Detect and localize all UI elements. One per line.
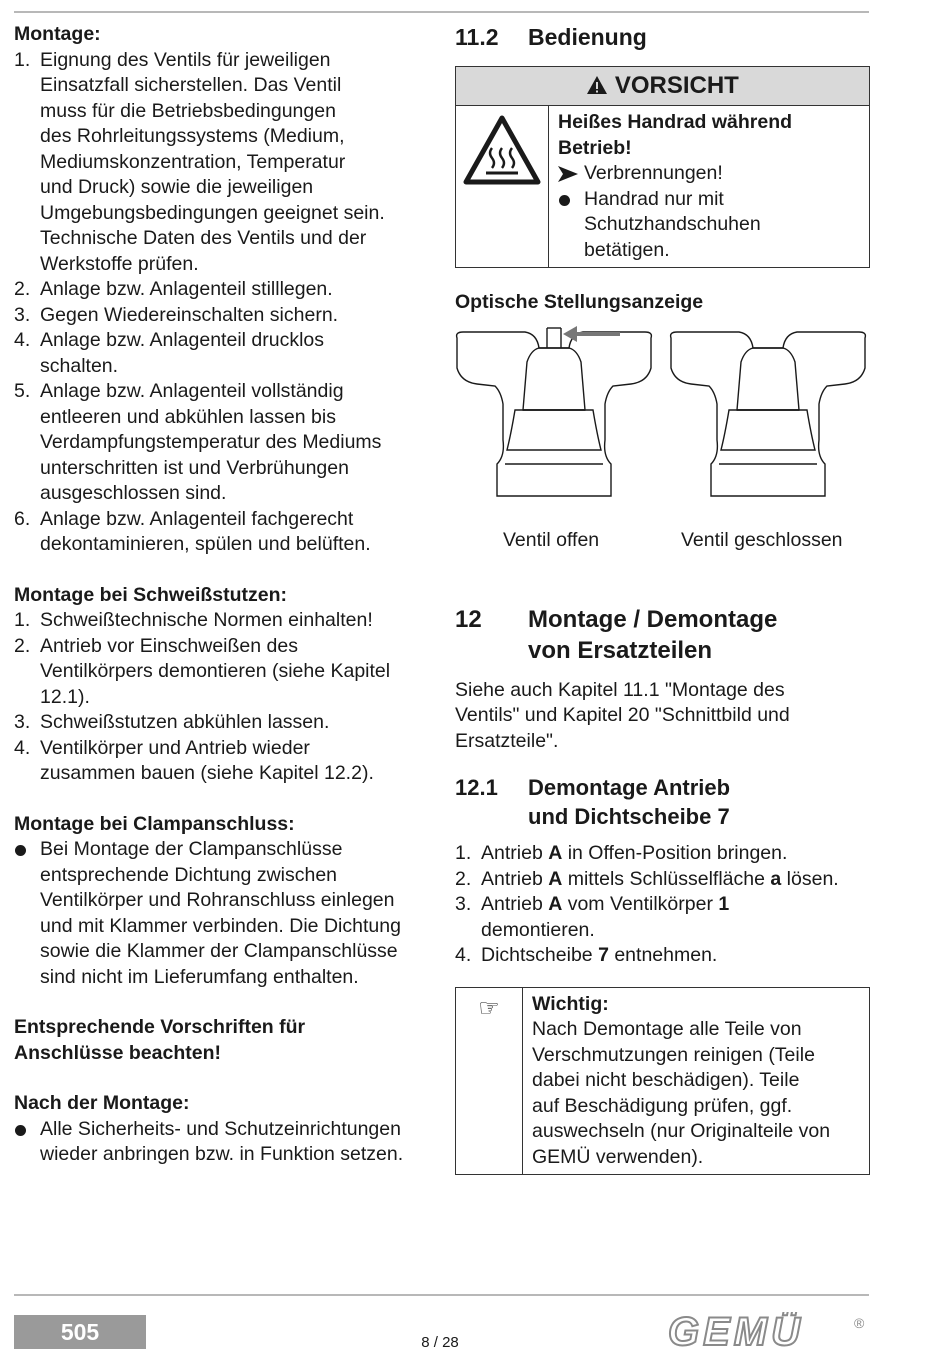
step-ref: 7 (598, 944, 609, 966)
action-line: Schutzhandschuhen (584, 213, 761, 235)
section-title: Montage / Demontage (528, 605, 778, 633)
warning-action (558, 187, 869, 268)
warning-body (456, 106, 869, 267)
text-line: Verschmutzungen reinigen (Teile (532, 1043, 815, 1066)
action-line: betätigen. (584, 238, 670, 261)
warning-title: Betrieb! (558, 136, 632, 159)
item-number: 3. (14, 711, 31, 733)
step-text: Dichtscheibe (481, 944, 599, 966)
item-line: Schweißtechnische Normen einhalten! (40, 609, 373, 631)
vorschriften-line: Entsprechende Vorschriften für (14, 1016, 306, 1038)
valve-closed-drawing (671, 332, 866, 496)
text-line: sind nicht im Lieferumfang enthalten. (40, 965, 359, 988)
consequence-text: Verbrennungen! (584, 162, 723, 184)
step-text: demontieren. (481, 918, 595, 941)
step-number: 4. (455, 944, 472, 966)
gemu-logo-icon (668, 1312, 868, 1350)
step-ref: A (548, 867, 563, 890)
vorschriften-text (14, 1015, 439, 1066)
text-line: Ventils" und Kapitel 20 "Schnittbild und (455, 704, 790, 726)
pointing-hand-icon: ☞ (456, 988, 523, 1175)
bullet-icon (559, 195, 570, 206)
demontage-steps (455, 841, 870, 969)
section-title: Demontage Antrieb (528, 775, 731, 800)
step-ref: A (548, 842, 563, 864)
schweiss-heading: Montage bei Schweißstutzen: (14, 583, 288, 606)
text-line: dabei nicht beschädigen). Teile (532, 1069, 800, 1091)
step-ref: a (770, 867, 782, 890)
important-note (455, 987, 870, 1176)
text-line: wieder anbringen bzw. in Funktion setzen. (40, 1143, 404, 1165)
item-line: Anlage bzw. Anlagenteil drucklos (40, 329, 325, 351)
list-item (14, 48, 439, 278)
nach-heading: Nach der Montage: (14, 1092, 190, 1114)
valve-open-drawing (457, 328, 652, 496)
valve-diagram (455, 322, 870, 537)
item-number: 6. (14, 507, 31, 530)
section-11-2-heading (455, 22, 870, 52)
right-column (455, 22, 870, 1175)
text-line: Siehe auch Kapitel 11.1 "Montage des (455, 678, 785, 701)
list-item (14, 379, 439, 507)
list-item (14, 303, 439, 329)
item-line: Eignung des Ventils für jeweiligen (40, 48, 331, 71)
schweiss-list (14, 608, 439, 787)
item-number: 1. (14, 48, 31, 71)
text-line: Bei Montage der Clampanschlüsse (40, 838, 343, 860)
item-line: Anlage bzw. Anlagenteil stilllegen. (40, 278, 333, 300)
step-text: Antrieb (481, 867, 549, 890)
clamp-bullet (14, 837, 439, 990)
clamp-list (14, 837, 439, 990)
section-title: Bedienung (528, 24, 647, 50)
item-number: 2. (14, 634, 31, 657)
warning-box (455, 66, 870, 268)
warning-consequence (558, 161, 869, 187)
section-12-heading (455, 604, 870, 666)
step-item (455, 841, 870, 867)
list-item (14, 710, 439, 736)
clamp-heading: Montage bei Clampanschluss: (14, 812, 295, 835)
step-text: lösen. (781, 867, 839, 890)
item-line: ausgeschlossen sind. (40, 482, 227, 504)
item-line: Mediumskonzentration, Temperatur (40, 150, 346, 173)
step-item (455, 867, 870, 893)
warning-icon-cell (456, 106, 549, 267)
top-rule (14, 11, 869, 13)
nach-bullet (14, 1117, 439, 1168)
item-line: Verdampfungstemperatur des Mediums (40, 431, 382, 453)
step-text: mittels Schlüsselfläche (562, 867, 771, 890)
bullet-icon (15, 845, 26, 856)
item-line: zusammen bauen (siehe Kapitel 12.2). (40, 762, 374, 784)
list-item (14, 507, 439, 558)
section-12-1-heading (455, 774, 870, 831)
item-line: Ventilkörper und Antrieb wieder (40, 736, 310, 759)
warning-text (549, 106, 869, 267)
item-line: dekontaminieren, spülen und belüften. (40, 533, 371, 555)
warning-label: VORSICHT (614, 72, 739, 99)
step-text: vom Ventilkörper (562, 893, 719, 915)
section-number: 12 (455, 605, 482, 633)
step-item (455, 892, 870, 918)
note-body (532, 1017, 869, 1170)
note-text (523, 988, 869, 1175)
warning-triangle-icon (586, 75, 608, 95)
page-number: 8 / 28 (421, 1334, 459, 1351)
text-line: auswechseln (nur Originalteile von (532, 1120, 831, 1142)
warning-header (456, 67, 869, 106)
text-line: GEMÜ verwenden). (532, 1145, 704, 1168)
hot-surface-icon (462, 114, 542, 186)
position-indicator-figure (455, 316, 870, 556)
gemu-logo (668, 1312, 868, 1355)
step-text: in Offen-Position bringen. (562, 842, 788, 864)
item-line: Umgebungsbedingungen geeignet sein. (40, 201, 385, 224)
step-text: entnehmen. (608, 944, 718, 966)
item-line: entleeren und abkühlen lassen bis (40, 405, 336, 428)
text-line: Ersatzteile". (455, 729, 559, 752)
text-line: Alle Sicherheits- und Schutzeinrichtungen (40, 1117, 401, 1140)
list-item (14, 277, 439, 303)
caption-open: Ventil offen (503, 528, 600, 551)
item-line: Schweißstutzen abkühlen lassen. (40, 711, 330, 733)
arrow-icon (558, 166, 578, 182)
section-title: von Ersatzteilen (528, 636, 713, 664)
item-number: 3. (14, 303, 31, 326)
section-number: 12.1 (455, 775, 498, 800)
list-item (14, 608, 439, 634)
item-number: 1. (14, 609, 31, 631)
product-number-badge: 505 (14, 1315, 146, 1349)
item-number: 5. (14, 380, 31, 402)
step-item (455, 918, 870, 944)
item-line: schalten. (40, 354, 119, 377)
item-line: Ventilkörpers demontieren (siehe Kapitel (40, 660, 391, 682)
list-item (14, 328, 439, 379)
bottom-rule (14, 1294, 869, 1296)
list-item (14, 634, 439, 711)
svg-text:®: ® (854, 1315, 865, 1331)
item-line: Antrieb vor Einschweißen des (40, 634, 298, 657)
item-line: des Rohrleitungssystems (Medium, (40, 125, 345, 147)
section-title: und Dichtscheibe 7 (528, 803, 730, 829)
item-line: muss für die Betriebsbedingungen (40, 99, 336, 122)
text-line: auf Beschädigung prüfen, ggf. (532, 1094, 793, 1117)
step-ref: 1 (718, 893, 730, 915)
item-line: Technische Daten des Ventils und der (40, 227, 367, 249)
text-line: Ventilkörper und Rohranschluss einlegen (40, 889, 395, 911)
item-line: Einsatzfall sicherstellen. Das Ventil (40, 74, 342, 96)
step-number: 1. (455, 842, 472, 864)
note-title: Wichtig: (532, 992, 609, 1015)
section-12-text (455, 678, 870, 755)
item-number: 4. (14, 329, 31, 351)
stellung-heading: Optische Stellungsanzeige (455, 291, 704, 313)
nach-list (14, 1117, 439, 1168)
montage-list (14, 48, 439, 558)
item-number: 4. (14, 736, 31, 759)
step-number: 3. (455, 893, 472, 915)
item-line: Werkstoffe prüfen. (40, 252, 199, 275)
warning-title: Heißes Handrad während (558, 111, 793, 133)
item-line: Anlage bzw. Anlagenteil fachgerecht (40, 507, 354, 530)
left-column (14, 22, 439, 1168)
vorschriften-line: Anschlüsse beachten! (14, 1041, 221, 1064)
text-line: Nach Demontage alle Teile von (532, 1018, 802, 1040)
step-item (455, 943, 870, 969)
svg-text:GEMÜ: GEMÜ (668, 1312, 804, 1350)
list-item (14, 736, 439, 787)
caption-closed: Ventil geschlossen (681, 528, 843, 551)
item-number: 2. (14, 278, 31, 300)
item-line: Gegen Wiedereinschalten sichern. (40, 303, 339, 326)
item-line: unterschritten ist und Verbrühungen (40, 456, 349, 479)
item-line: Anlage bzw. Anlagenteil vollständig (40, 380, 344, 402)
text-line: sowie die Klammer der Clampanschlüsse (40, 940, 398, 962)
step-ref: A (548, 893, 563, 915)
section-number: 11.2 (455, 24, 499, 50)
text-line: entsprechende Dichtung zwischen (40, 863, 338, 886)
step-text: Antrieb (481, 842, 549, 864)
item-line: und Druck) sowie die jeweiligen (40, 176, 314, 198)
item-line: 12.1). (40, 685, 90, 708)
step-text: Antrieb (481, 893, 549, 915)
action-line: Handrad nur mit (584, 187, 724, 210)
step-number: 2. (455, 867, 472, 890)
montage-heading: Montage: (14, 23, 101, 45)
text-line: und mit Klammer verbinden. Die Dichtung (40, 914, 401, 937)
bullet-icon (15, 1125, 26, 1136)
